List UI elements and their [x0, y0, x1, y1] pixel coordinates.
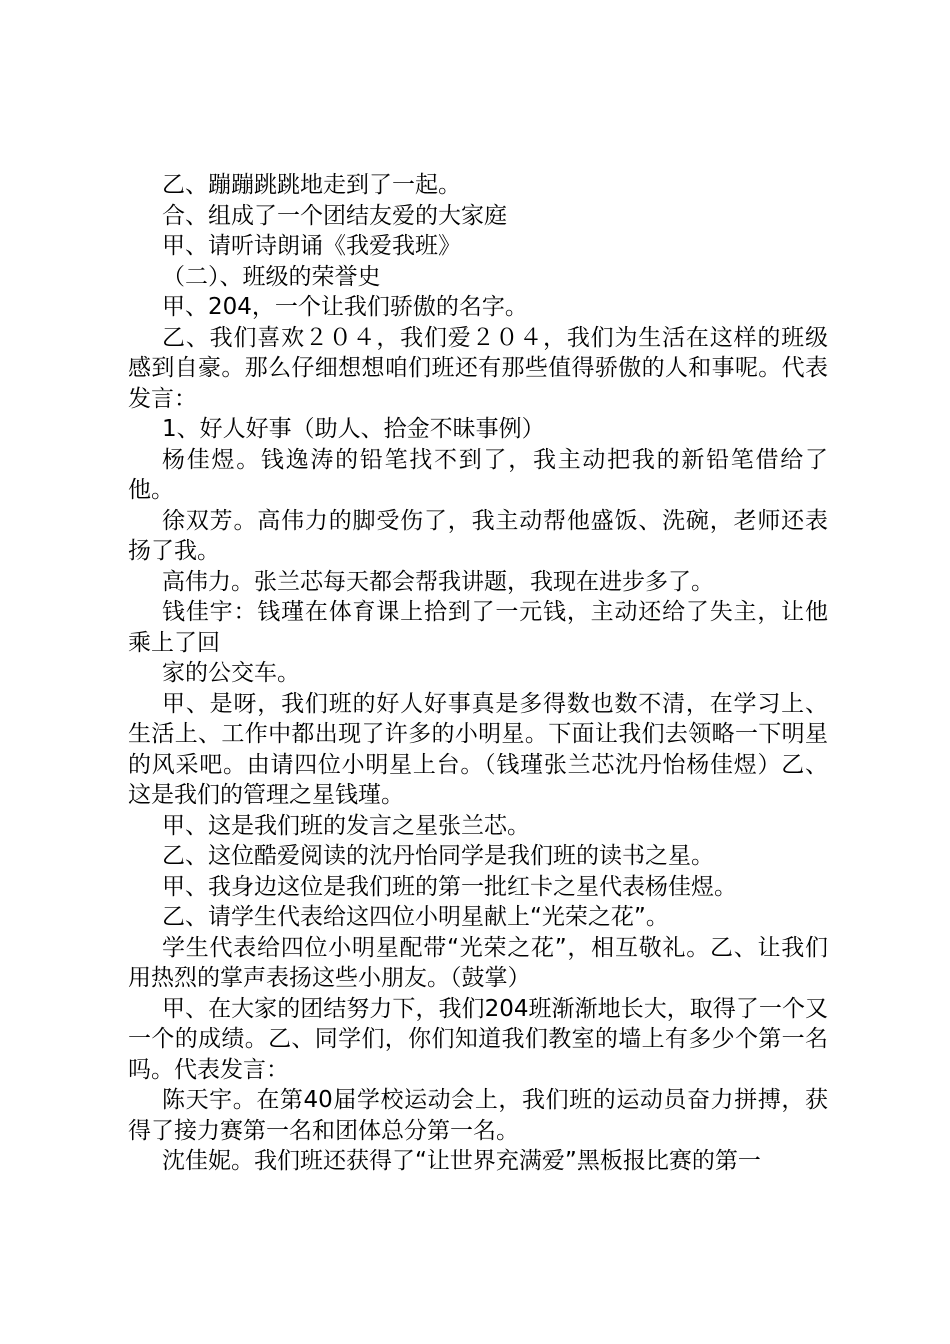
paragraph: 甲、请听诗朗诵《我爱我班》	[162, 233, 461, 259]
paragraph: 甲、我身边这位是我们班的第一批红卡之星代表杨佳煜。	[162, 873, 737, 900]
section-marker: （二）	[162, 263, 220, 290]
paragraph: 徐双芳。高伟力的脚受伤了，我主动帮他盛饭、洗碗，老师还表扬了我。	[128, 507, 828, 564]
paragraph: 杨佳煜。钱逸涛的铅笔找不到了，我主动把我的新铅笔借给了他。	[128, 446, 828, 503]
paragraph: 家的公交车。	[162, 660, 300, 686]
paragraph: 钱佳宇：钱瑾在体育课上拾到了一元钱，主动还给了失主，让他乘上了回	[128, 599, 828, 656]
paragraph: 学生代表给四位小明星配带“光荣之花”，相互敬礼。乙、让我们用热烈的掌声表扬这些小朋友。（鼓掌）	[128, 934, 828, 991]
paragraph: 乙、蹦蹦跳跳地走到了一起。	[162, 172, 461, 198]
section-heading-text: 、班级的荣誉史	[219, 263, 381, 290]
paragraph: 乙、请学生代表给这四位小明星献上“光荣之花”。	[162, 904, 669, 930]
paragraph: 合、组成了一个团结友爱的大家庭	[162, 202, 507, 229]
paragraph: 乙、我们喜欢２０４，我们爱２０４，我们为生活在这样的班级感到自豪。那么仔细想想咱们班还有那些值得骄傲的人和事呢。代表发言：	[128, 324, 828, 412]
paragraph: 甲、这是我们班的发言之星张兰芯。	[162, 812, 530, 839]
paragraph: 陈天宇。在第40届学校运动会上，我们班的运动员奋力拼搏，获得了接力赛第一名和团体总分第一名。	[128, 1087, 828, 1144]
paragraph: 高伟力。张兰芯每天都会帮我讲题，我现在进步多了。	[162, 568, 714, 595]
paragraph: 1、好人好事（助人、拾金不昧事例）	[162, 416, 545, 442]
paragraph: 甲、204，一个让我们骄傲的名字。	[162, 294, 528, 320]
paragraph: 甲、是呀，我们班的好人好事真是多得数也数不清，在学习上、生活上、工作中都出现了许多的小明星。下面让我们去领略一下明星的风采吧。由请四位小明星上台。（钱瑾张兰芯沈丹怡杨佳煜）乙、这是我们的管理之星钱瑾。	[128, 690, 828, 808]
section-heading	[128, 262, 828, 293]
paragraph: 沈佳妮。我们班还获得了“让世界充满爱”黑板报比赛的第一	[162, 1148, 761, 1174]
document-body	[128, 170, 828, 1177]
paragraph: 甲、在大家的团结努力下，我们204班渐渐地长大，取得了一个又一个的成绩。乙、同学们，你们知道我们教室的墙上有多少个第一名吗。代表发言：	[128, 995, 828, 1083]
paragraph: 乙、这位酷爱阅读的沈丹怡同学是我们班的读书之星。	[162, 843, 714, 869]
